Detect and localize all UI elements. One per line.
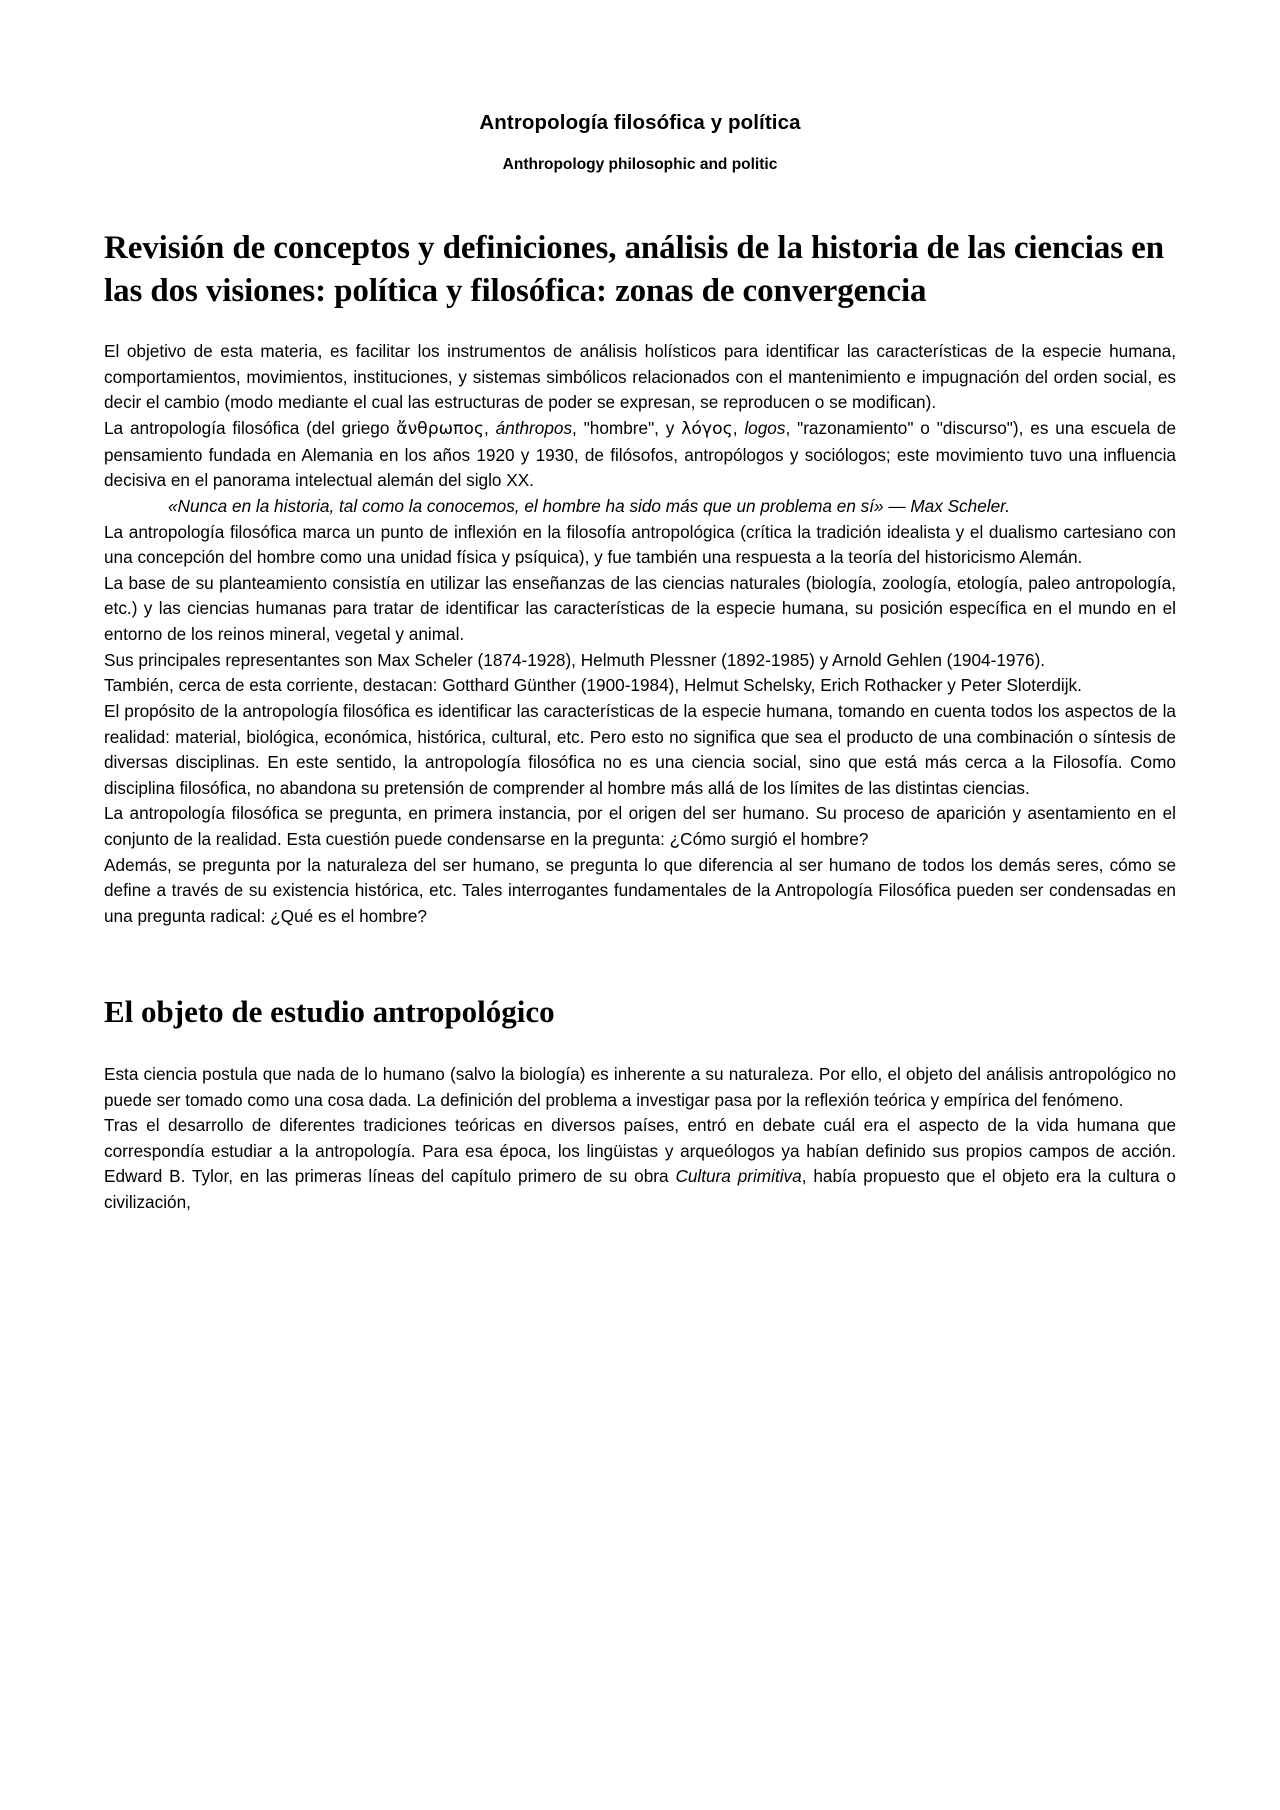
document-header-subtitle: Anthropology philosophic and politic xyxy=(502,155,778,173)
paragraph-definicion-part2: ), es una escuela de pensamiento fundada en Alemania en los años 1920 y 1930, de filósofos, antropólogos y sociólogos; este movimiento tuvo una influencia decisiva en el panorama intelectual alemán del siglo XX. xyxy=(104,418,1176,491)
paragraph-definicion-sep3: , y xyxy=(654,418,682,439)
paragraph-tradiciones-teoricas xyxy=(104,1113,1176,1216)
paragraph-postula-ciencia: Esta ciencia postula que nada de lo humano (salvo la biología) es inherente a su naturaleza. Por ello, el objeto del análisis antropológico no puede ser tomado como una cosa dada. La definición del problema a investigar pasa por la reflexión teórica y empírica del fenómeno. xyxy=(104,1063,1176,1110)
quoted-word-razonamiento: "razonamiento" xyxy=(797,418,914,439)
document-header-title: Antropología filosófica y política xyxy=(479,111,801,134)
paragraph-proposito: El propósito de la antropología filosófica es identificar las características de la especie humana, tomando en cuenta todos los aspectos de la realidad: material, biológica, económica, histórica, cultural, etc. Pero esto no significa que sea el producto de una combinación o síntesis de diversas disciplinas. En este sentido, la antropología filosófica no es una ciencia social, sino que está más cerca a la Filosofía. Como disciplina filosófica, no abandona su pretensión de comprender al hombre más allá de los límites de las distintas ciencias. xyxy=(104,700,1176,798)
italic-title-cultura-primitiva: Cultura primitiva xyxy=(675,1166,802,1187)
paragraph-tradiciones-part1: Tras el desarrollo de diferentes tradiciones teóricas en diversos países, entró en debate cuál era el aspecto de la vida humana que correspondía estudiar a la antropología. Para esa época, los lingüistas y arqueólogos ya habían definido sus propios campos de acción. Edward B. Tylor, en las primeras líneas del capítulo primero de su obra xyxy=(104,1115,1176,1187)
paragraph-tradiciones-part2: , había propuesto que el objeto era la cultura o civilización, xyxy=(104,1166,1176,1213)
paragraph-definicion-sep5: , xyxy=(785,418,798,439)
paragraph-definicion-sep2: , xyxy=(572,418,584,439)
italic-word-logos: logos xyxy=(744,418,786,439)
paragraph-definicion-part1: La antropología filosófica (del griego xyxy=(104,418,397,439)
paragraph-definicion-sep1: , xyxy=(483,418,496,439)
blockquote-max-scheler: «Nunca en la historia, tal como la conocemos, el hombre ha sido más que un problema en sí» — Max Scheler. xyxy=(168,495,1010,516)
paragraph-objetivo: El objetivo de esta materia, es facilitar los instrumentos de análisis holísticos para identificar las características de la especie humana, comportamientos, movimientos, instituciones, y sistemas simbólicos relacionados con el mantenimiento e impugnación del orden social, es decir el cambio (modo mediante el cual las estructuras de poder se expresan, se reproducen o se modifican). xyxy=(104,341,1176,413)
greek-word-anthropos: ἄνθρωπος xyxy=(396,419,484,440)
paragraph-representantes: Sus principales representantes son Max Scheler (1874-1928), Helmuth Plessner (1892-1985) y Arnold Gehlen (1904-1976). xyxy=(104,649,1046,670)
quoted-word-hombre: "hombre" xyxy=(583,418,655,439)
paragraph-naturaleza-ser-humano: Además, se pregunta por la naturaleza del ser humano, se pregunta lo que diferencia al ser humano de todos los demás seres, cómo se define a través de su existencia histórica, etc. Tales interrogantes fundamentales de la Antropología Filosófica pueden ser condensadas en una pregunta radical: ¿Qué es el hombre? xyxy=(104,854,1176,926)
paragraph-definicion-antropologia xyxy=(104,416,1176,494)
paragraph-base-planteamiento: La base de su planteamiento consistía en utilizar las enseñanzas de las ciencias naturales (biología, zoología, etología, paleo antropología, etc.) y las ciencias humanas para tratar de identificar las características de la especie humana, su posición específica en el mundo en el entorno de los reinos mineral, vegetal y animal. xyxy=(104,572,1176,645)
paragraph-punto-inflexion: La antropología filosófica marca un punto de inflexión en la filosofía antropológica (crítica la tradición idealista y el dualismo cartesiano con una concepción del hombre como una unidad física y psíquica), y fue también una respuesta a la teoría del historicismo Alemán. xyxy=(104,521,1176,568)
paragraph-origen-ser-humano: La antropología filosófica se pregunta, en primera instancia, por el origen del ser humano. Su proceso de aparición y asentamiento en el conjunto de la realidad. Esta cuestión puede condensarse en la pregunta: ¿Cómo surgió el hombre? xyxy=(104,803,1176,850)
section-heading-main: Revisión de conceptos y definiciones, análisis de la historia de las ciencias en las dos visiones: política y filosófica: zonas de convergencia xyxy=(104,229,1164,309)
italic-word-anthropos: ánthropos xyxy=(495,418,573,439)
paragraph-definicion-sep6: o xyxy=(913,418,937,439)
section-heading-objeto-estudio: El objeto de estudio antropológico xyxy=(104,993,555,1029)
greek-word-logos: λόγος xyxy=(681,419,733,440)
paragraph-definicion-sep4: , xyxy=(732,418,745,439)
quoted-word-discurso: "discurso" xyxy=(936,418,1013,439)
paragraph-corriente-cercana: También, cerca de esta corriente, destacan: Gotthard Günther (1900-1984), Helmut Schelsky, Erich Rothacker y Peter Sloterdijk. xyxy=(104,675,1082,696)
